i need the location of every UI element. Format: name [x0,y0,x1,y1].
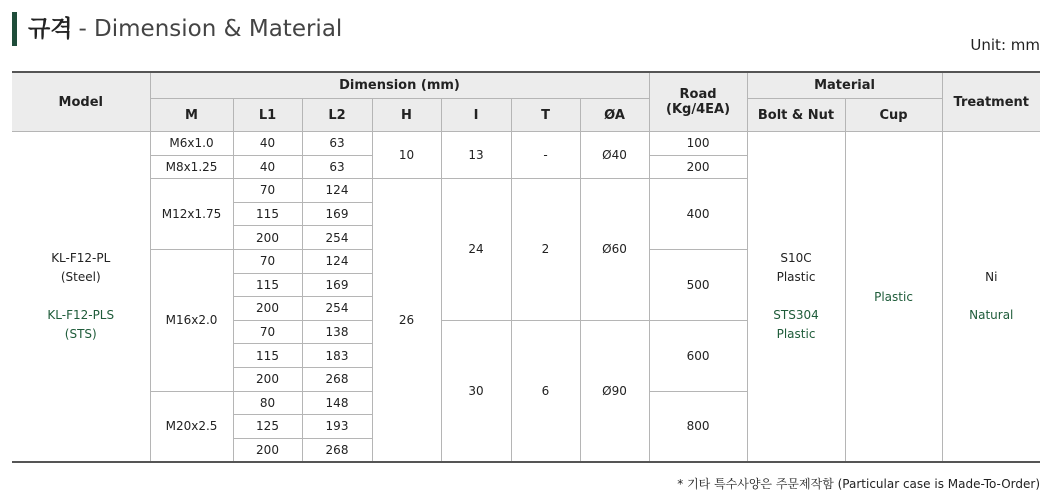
bolt-nut-cell [747,132,845,463]
road-cell: 800 [649,391,747,462]
t-cell: 6 [511,320,580,462]
header-bolt-nut: Bolt & Nut [747,99,845,132]
h-cell: 26 [372,179,441,463]
header-road-line2: (Kg/4EA) [666,102,731,117]
bolt-nut-sts-material: STS304 [773,308,819,323]
l1-cell: 70 [233,249,302,273]
header-road [649,72,747,132]
l2-cell: 169 [302,202,372,226]
unit-label: Unit: mm [970,36,1040,54]
header-dimension: Dimension (mm) [150,72,649,99]
t-cell: - [511,132,580,179]
road-cell: 600 [649,320,747,391]
model-sts-name: KL-F12-PLS [47,308,115,323]
road-cell: 200 [649,155,747,179]
cup-cell: Plastic [845,132,942,463]
l1-cell: 40 [233,155,302,179]
l2-cell: 138 [302,320,372,344]
spec-table [12,71,1040,463]
header-m: M [150,99,233,132]
bolt-nut-steel-material: S10C [780,251,812,266]
m-cell: M8x1.25 [150,155,233,179]
header-road-line1: Road [679,87,717,102]
l1-cell: 125 [233,415,302,439]
m-cell: M20x2.5 [150,391,233,462]
model-cell [12,132,150,463]
l1-cell: 70 [233,320,302,344]
header-h: H [372,99,441,132]
l1-cell: 200 [233,367,302,391]
table-row [12,132,1040,156]
m-cell: M16x2.0 [150,249,233,391]
title-english: - Dimension & Material [78,16,343,42]
l1-cell: 70 [233,179,302,203]
l2-cell: 124 [302,179,372,203]
m-cell: M12x1.75 [150,179,233,250]
t-cell: 2 [511,179,580,321]
treatment-cell [942,132,1040,463]
l2-cell: 254 [302,226,372,250]
oa-cell: Ø90 [580,320,649,462]
l1-cell: 200 [233,226,302,250]
l2-cell: 63 [302,132,372,156]
i-cell: 24 [441,179,511,321]
l2-cell: 193 [302,415,372,439]
l1-cell: 115 [233,202,302,226]
bolt-nut-sts-plastic: Plastic [776,327,816,342]
i-cell: 30 [441,320,511,462]
title-accent-bar [12,12,17,46]
road-cell: 400 [649,179,747,250]
l2-cell: 183 [302,344,372,368]
bolt-nut-steel-plastic: Plastic [776,270,816,285]
oa-cell: Ø60 [580,179,649,321]
l1-cell: 40 [233,132,302,156]
oa-cell: Ø40 [580,132,649,179]
title-korean: 규격 [28,16,73,42]
road-cell: 500 [649,249,747,320]
header-l1: L1 [233,99,302,132]
header-cup: Cup [845,99,942,132]
l1-cell: 115 [233,344,302,368]
treatment-steel: Ni [985,270,998,285]
m-cell: M6x1.0 [150,132,233,156]
header-model: Model [12,72,150,132]
l1-cell: 80 [233,391,302,415]
header-l2: L2 [302,99,372,132]
header-treatment: Treatment [942,72,1040,132]
model-sts-note: (STS) [64,327,97,342]
road-cell: 100 [649,132,747,156]
l1-cell: 200 [233,297,302,321]
header-t: T [511,99,580,132]
h-cell: 10 [372,132,441,179]
footnote: * 기타 특수사양은 주문제작함 (Particular case is Made-To-Order) [677,477,1040,491]
l2-cell: 124 [302,249,372,273]
l1-cell: 200 [233,438,302,462]
header-i: I [441,99,511,132]
page-title [28,10,342,43]
l2-cell: 63 [302,155,372,179]
header-material: Material [747,72,942,99]
i-cell: 13 [441,132,511,179]
l2-cell: 268 [302,367,372,391]
l2-cell: 254 [302,297,372,321]
l2-cell: 169 [302,273,372,297]
l2-cell: 148 [302,391,372,415]
header-oa: ØA [580,99,649,132]
model-steel-name: KL-F12-PL [51,251,111,266]
l1-cell: 115 [233,273,302,297]
treatment-sts: Natural [969,308,1014,323]
model-steel-note: (Steel) [60,270,101,285]
l2-cell: 268 [302,438,372,462]
